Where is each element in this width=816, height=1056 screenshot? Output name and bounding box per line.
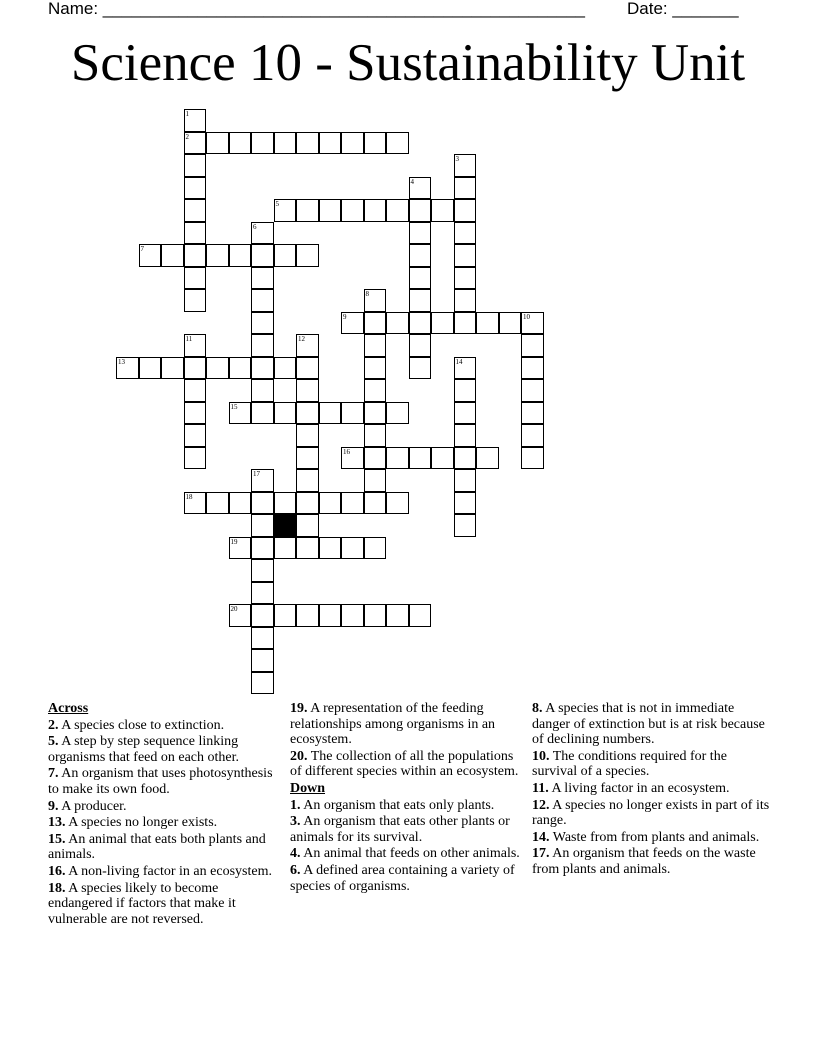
grid-cell[interactable] bbox=[184, 222, 207, 245]
grid-cell[interactable] bbox=[251, 492, 274, 515]
clue-column-3 bbox=[532, 701, 772, 879]
name-field-label[interactable]: Name: ___________________________________________________ bbox=[48, 0, 585, 18]
grid-cell[interactable] bbox=[274, 537, 297, 560]
clue-item-number: 11. bbox=[532, 780, 549, 796]
clue-item bbox=[48, 881, 284, 928]
grid-cell[interactable] bbox=[184, 199, 207, 222]
clue-item-text: A step by step sequence linking organisms that feed on each other. bbox=[48, 734, 240, 765]
grid-cell[interactable] bbox=[296, 469, 319, 492]
grid-cell[interactable] bbox=[251, 334, 274, 357]
clue-item-number: 10. bbox=[532, 748, 550, 764]
clue-item-number: 14. bbox=[532, 829, 550, 845]
clue-item bbox=[290, 749, 526, 780]
grid-cell[interactable] bbox=[296, 244, 319, 267]
clue-number: 19 bbox=[230, 537, 238, 546]
grid-cell[interactable] bbox=[184, 267, 207, 290]
grid-cell[interactable] bbox=[184, 424, 207, 447]
clue-item-text: A species no longer exists. bbox=[65, 815, 218, 831]
grid-cell[interactable] bbox=[409, 177, 432, 200]
grid-cell[interactable] bbox=[229, 244, 252, 267]
grid-cell[interactable] bbox=[296, 199, 319, 222]
clue-item-number: 17. bbox=[532, 846, 550, 862]
grid-cell[interactable] bbox=[386, 604, 409, 627]
grid-cell[interactable] bbox=[184, 154, 207, 177]
grid-cell[interactable] bbox=[364, 469, 387, 492]
clue-item-text: A species no longer exists in part of its range. bbox=[532, 797, 770, 829]
grid-cell[interactable] bbox=[319, 402, 342, 425]
clue-item-number: 9. bbox=[48, 798, 59, 814]
grid-cell[interactable] bbox=[341, 604, 364, 627]
grid-cell[interactable] bbox=[296, 132, 319, 155]
clue-number: 8 bbox=[365, 290, 369, 298]
grid-cell[interactable] bbox=[454, 154, 477, 177]
grid-cell[interactable] bbox=[386, 402, 409, 425]
grid-cell[interactable] bbox=[364, 604, 387, 627]
across-heading: Across bbox=[48, 701, 89, 716]
clue-item-text: The conditions required for the survival of a species. bbox=[532, 748, 727, 780]
grid-cell[interactable] bbox=[296, 604, 319, 627]
clue-item-text: Waste from from plants and animals. bbox=[549, 829, 760, 845]
grid-cell[interactable] bbox=[274, 199, 297, 222]
grid-cell[interactable] bbox=[184, 289, 207, 312]
grid-cell[interactable] bbox=[251, 267, 274, 290]
clue-item-number: 19. bbox=[290, 701, 308, 716]
clue-item-text: A non-living factor in an ecosystem. bbox=[65, 863, 272, 879]
clue-item-number: 16. bbox=[48, 863, 66, 879]
grid-cell[interactable] bbox=[364, 379, 387, 402]
clue-number: 5 bbox=[275, 200, 279, 208]
grid-cell[interactable] bbox=[251, 132, 274, 155]
grid-cell[interactable] bbox=[454, 469, 477, 492]
grid-cell[interactable] bbox=[319, 604, 342, 627]
clue-item bbox=[290, 798, 526, 814]
clue-item-text: An animal that feeds on other animals. bbox=[300, 846, 520, 862]
grid-cell[interactable] bbox=[251, 559, 274, 582]
grid-cell[interactable] bbox=[206, 244, 229, 267]
grid-cell[interactable] bbox=[521, 447, 544, 470]
clue-number: 9 bbox=[343, 312, 347, 321]
clue-item-number: 20. bbox=[290, 748, 308, 764]
grid-cell[interactable] bbox=[341, 312, 364, 335]
grid-cell[interactable] bbox=[184, 402, 207, 425]
grid-cell[interactable] bbox=[296, 334, 319, 357]
grid-cell[interactable] bbox=[341, 492, 364, 515]
clue-item bbox=[532, 701, 772, 748]
date-field-label[interactable]: Date: _______ bbox=[627, 0, 739, 18]
grid-cell[interactable] bbox=[431, 312, 454, 335]
grid-cell[interactable] bbox=[251, 289, 274, 312]
clue-number: 17 bbox=[253, 470, 260, 478]
grid-cell[interactable] bbox=[296, 402, 319, 425]
clue-number: 12 bbox=[298, 335, 305, 343]
grid-cell[interactable] bbox=[251, 222, 274, 245]
clue-item bbox=[48, 864, 284, 880]
grid-cell[interactable] bbox=[341, 199, 364, 222]
grid-cell[interactable] bbox=[229, 357, 252, 380]
clue-item bbox=[532, 830, 772, 846]
clue-item-text: A representation of the feeding relationships among organisms in an ecosystem. bbox=[290, 701, 496, 748]
grid-cell[interactable] bbox=[431, 447, 454, 470]
clue-item-number: 7. bbox=[48, 766, 59, 782]
grid-cell[interactable] bbox=[364, 424, 387, 447]
grid-cell[interactable] bbox=[251, 627, 274, 650]
grid-cell[interactable] bbox=[319, 537, 342, 560]
clue-number: 14 bbox=[455, 357, 463, 366]
grid-cell[interactable] bbox=[409, 267, 432, 290]
grid-cell[interactable] bbox=[409, 244, 432, 267]
grid-cell[interactable] bbox=[454, 379, 477, 402]
grid-cell[interactable] bbox=[251, 469, 274, 492]
clue-item-text: An organism that eats only plants. bbox=[300, 797, 495, 813]
clue-item-number: 18. bbox=[48, 880, 66, 896]
clue-number: 10 bbox=[523, 312, 530, 321]
grid-cell[interactable] bbox=[476, 447, 499, 470]
grid-cell[interactable] bbox=[251, 244, 274, 267]
grid-cell[interactable] bbox=[386, 199, 409, 222]
clue-number: 11 bbox=[185, 335, 193, 343]
grid-cell[interactable] bbox=[184, 447, 207, 470]
grid-cell[interactable] bbox=[341, 402, 364, 425]
clue-item-text: A species close to extinction. bbox=[58, 717, 225, 733]
clue-item-text: An animal that eats both plants and animals. bbox=[48, 831, 266, 863]
grid-cell[interactable] bbox=[184, 492, 207, 515]
clue-item-text: A defined area containing a variety of species of organisms. bbox=[290, 862, 515, 894]
grid-cell[interactable] bbox=[296, 379, 319, 402]
grid-cell[interactable] bbox=[454, 514, 477, 537]
grid-cell[interactable] bbox=[386, 492, 409, 515]
clue-number: 4 bbox=[410, 177, 414, 186]
grid-cell[interactable] bbox=[251, 402, 274, 425]
grid-cell[interactable] bbox=[521, 312, 544, 335]
clue-number: 3 bbox=[455, 155, 459, 163]
grid-cell[interactable] bbox=[341, 132, 364, 155]
grid-cell[interactable] bbox=[116, 357, 139, 380]
clue-number: 13 bbox=[118, 357, 125, 366]
grid-cell[interactable] bbox=[251, 649, 274, 672]
grid-cell[interactable] bbox=[206, 132, 229, 155]
grid-cell[interactable] bbox=[454, 447, 477, 470]
grid-cell[interactable] bbox=[184, 244, 207, 267]
clue-item bbox=[532, 749, 772, 780]
grid-cell[interactable] bbox=[364, 537, 387, 560]
grid-cell[interactable] bbox=[364, 447, 387, 470]
grid-cell[interactable] bbox=[454, 199, 477, 222]
clue-item-number: 15. bbox=[48, 831, 66, 847]
clue-item bbox=[532, 846, 772, 877]
grid-cell[interactable] bbox=[251, 672, 274, 695]
clue-item-text: A species likely to become endangered if factors that make it vulnerable are not reversed. bbox=[48, 880, 236, 927]
down-heading: Down bbox=[290, 780, 326, 796]
clue-item-number: 13. bbox=[48, 815, 66, 831]
grid-cell[interactable] bbox=[476, 312, 499, 335]
clue-item-text: An organism that feeds on the waste from plants and animals. bbox=[532, 846, 756, 877]
grid-cell[interactable] bbox=[319, 132, 342, 155]
grid-cell[interactable] bbox=[251, 604, 274, 627]
clue-number: 18 bbox=[185, 492, 193, 501]
clue-item bbox=[290, 863, 526, 894]
grid-cell[interactable] bbox=[161, 244, 184, 267]
grid-cell[interactable] bbox=[206, 357, 229, 380]
grid-cell[interactable] bbox=[251, 312, 274, 335]
clue-item bbox=[48, 766, 284, 797]
grid-cell[interactable] bbox=[364, 334, 387, 357]
grid-cell[interactable] bbox=[409, 357, 432, 380]
grid-cell[interactable] bbox=[184, 177, 207, 200]
grid-cell[interactable] bbox=[364, 312, 387, 335]
clue-item bbox=[48, 832, 284, 863]
clue-number: 16 bbox=[343, 447, 350, 456]
grid-cell[interactable] bbox=[319, 492, 342, 515]
grid-cell[interactable] bbox=[229, 132, 252, 155]
grid-cell[interactable] bbox=[409, 222, 432, 245]
grid-cell[interactable] bbox=[296, 424, 319, 447]
clue-item-text: An organism that eats other plants or animals for its survival. bbox=[290, 814, 510, 845]
page-title: Science 10 - Sustainability Unit bbox=[70, 34, 746, 92]
grid-cell[interactable] bbox=[184, 109, 207, 132]
across-clue-list-continued bbox=[290, 701, 526, 780]
clue-item-number: 6. bbox=[290, 862, 301, 878]
clue-item bbox=[48, 799, 284, 815]
clue-item bbox=[48, 815, 284, 831]
grid-cell[interactable] bbox=[409, 312, 432, 335]
grid-cell[interactable] bbox=[184, 379, 207, 402]
grid-cell[interactable] bbox=[409, 604, 432, 627]
clue-item bbox=[290, 814, 526, 845]
grid-cell[interactable] bbox=[454, 424, 477, 447]
clue-item-number: 12. bbox=[532, 797, 550, 813]
grid-cell[interactable] bbox=[251, 379, 274, 402]
clue-number: 15 bbox=[230, 402, 238, 411]
grid-cell[interactable] bbox=[454, 402, 477, 425]
grid-cell[interactable] bbox=[251, 514, 274, 537]
grid-cell[interactable] bbox=[521, 334, 544, 357]
grid-cell[interactable] bbox=[229, 492, 252, 515]
grid-cell[interactable] bbox=[364, 289, 387, 312]
grid-cell[interactable] bbox=[206, 492, 229, 515]
grid-cell[interactable] bbox=[296, 514, 319, 537]
clue-number: 2 bbox=[185, 132, 189, 141]
grid-cell[interactable] bbox=[229, 604, 252, 627]
grid-cell[interactable] bbox=[364, 492, 387, 515]
grid-cell[interactable] bbox=[409, 199, 432, 222]
clue-item bbox=[532, 781, 772, 797]
clue-item-text: The collection of all the populations of different species within an ecosystem. bbox=[290, 748, 519, 780]
clue-item bbox=[290, 846, 526, 862]
grid-cell[interactable] bbox=[454, 244, 477, 267]
grid-cell[interactable] bbox=[274, 357, 297, 380]
grid-cell[interactable] bbox=[296, 447, 319, 470]
grid-cell[interactable] bbox=[319, 199, 342, 222]
grid-cell[interactable] bbox=[454, 312, 477, 335]
clue-item bbox=[290, 701, 526, 748]
clue-item-number: 8. bbox=[532, 701, 543, 716]
grid-cell[interactable] bbox=[431, 199, 454, 222]
grid-cell[interactable] bbox=[409, 289, 432, 312]
grid-cell[interactable] bbox=[454, 267, 477, 290]
clue-number: 20 bbox=[230, 605, 238, 613]
grid-cell[interactable] bbox=[296, 357, 319, 380]
grid-cell[interactable] bbox=[184, 357, 207, 380]
grid-cell[interactable] bbox=[364, 402, 387, 425]
grid-cell[interactable] bbox=[409, 447, 432, 470]
grid-cell[interactable] bbox=[386, 447, 409, 470]
grid-cell[interactable] bbox=[454, 492, 477, 515]
grid-cell[interactable] bbox=[409, 334, 432, 357]
grid-cell[interactable] bbox=[454, 222, 477, 245]
grid-cell[interactable] bbox=[364, 357, 387, 380]
clue-item-number: 4. bbox=[290, 846, 301, 862]
clue-number: 6 bbox=[253, 222, 257, 231]
grid-cell[interactable] bbox=[274, 132, 297, 155]
down-clue-list bbox=[290, 798, 526, 895]
clue-column-2 bbox=[290, 701, 526, 895]
clue-item-number: 2. bbox=[48, 717, 59, 733]
grid-cell[interactable] bbox=[296, 537, 319, 560]
clue-item-text: An organism that uses photosynthesis to make its own food. bbox=[48, 766, 273, 797]
clue-item-number: 3. bbox=[290, 814, 301, 830]
grid-cell[interactable] bbox=[184, 132, 207, 155]
clue-item-text: A producer. bbox=[58, 798, 127, 814]
grid-cell[interactable] bbox=[341, 537, 364, 560]
grid-cell[interactable] bbox=[386, 132, 409, 155]
clue-column-1 bbox=[48, 701, 284, 928]
grid-cell[interactable] bbox=[364, 132, 387, 155]
grid-cell[interactable] bbox=[386, 312, 409, 335]
clue-item-text: A species that is not in immediate danger of extinction but is at risk because of declining numbers. bbox=[532, 701, 765, 748]
grid-cell[interactable] bbox=[229, 537, 252, 560]
clue-number: 1 bbox=[185, 110, 189, 118]
grid-cell[interactable] bbox=[274, 244, 297, 267]
grid-cell[interactable] bbox=[454, 289, 477, 312]
clue-item-text: A living factor in an ecosystem. bbox=[548, 780, 730, 796]
grid-cell[interactable] bbox=[499, 312, 522, 335]
grid-cell[interactable] bbox=[139, 357, 162, 380]
clue-number: 7 bbox=[140, 245, 144, 253]
grid-cell[interactable] bbox=[364, 199, 387, 222]
grid-cell[interactable] bbox=[296, 492, 319, 515]
grid-cell[interactable] bbox=[274, 402, 297, 425]
grid-cell[interactable] bbox=[251, 357, 274, 380]
clue-item bbox=[48, 718, 284, 734]
grid-cell[interactable] bbox=[454, 357, 477, 380]
grid-cell[interactable] bbox=[521, 424, 544, 447]
grid-cell[interactable] bbox=[274, 492, 297, 515]
grid-cell[interactable] bbox=[251, 537, 274, 560]
clue-item-number: 1. bbox=[290, 797, 301, 813]
grid-cell[interactable] bbox=[454, 177, 477, 200]
grid-cell[interactable] bbox=[521, 379, 544, 402]
grid-cell[interactable] bbox=[161, 357, 184, 380]
blocked-cell bbox=[274, 514, 297, 537]
grid-cell[interactable] bbox=[341, 447, 364, 470]
grid-cell[interactable] bbox=[274, 604, 297, 627]
grid-cell[interactable] bbox=[521, 357, 544, 380]
grid-cell[interactable] bbox=[184, 334, 207, 357]
grid-cell[interactable] bbox=[251, 582, 274, 605]
clue-item bbox=[48, 734, 284, 765]
grid-cell[interactable] bbox=[521, 402, 544, 425]
clue-item bbox=[532, 798, 772, 829]
grid-cell[interactable] bbox=[229, 402, 252, 425]
clue-item-number: 5. bbox=[48, 734, 59, 750]
grid-cell[interactable] bbox=[139, 244, 162, 267]
